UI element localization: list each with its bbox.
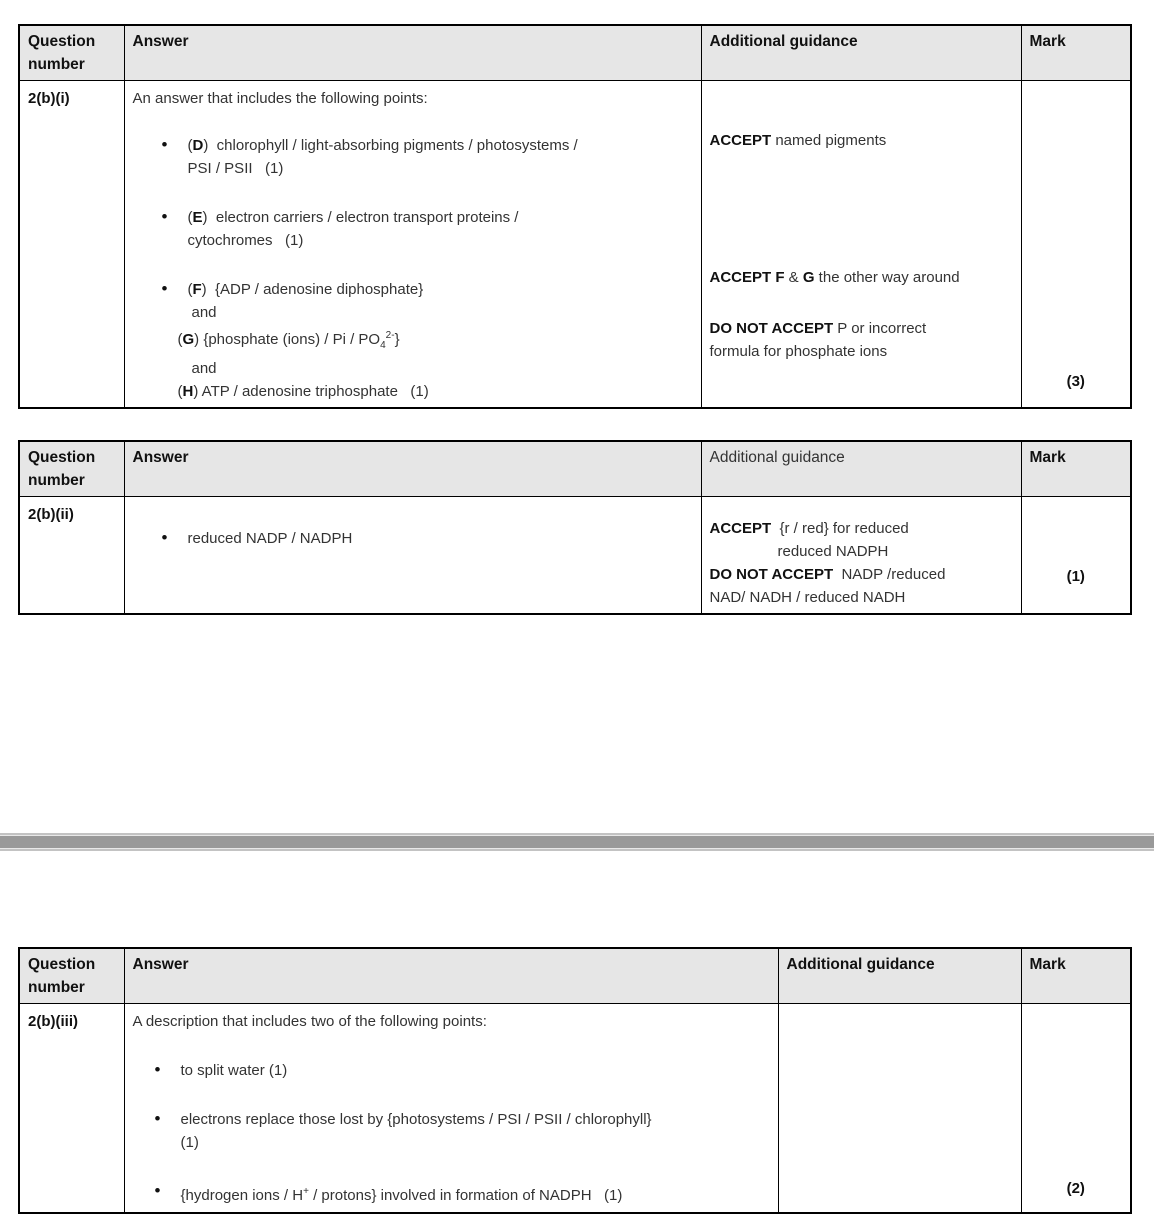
- point-electrons-line1: • electrons replace those lost by {photosystems / PSI / PSII / chlorophyll}: [180, 1111, 652, 1128]
- guidance-dna-line2: formula for phosphate ions: [709, 343, 888, 360]
- point-and-line2: and: [191, 360, 217, 377]
- point-and-line1: and: [191, 304, 217, 321]
- answer-point-split-water: [155, 1059, 770, 1082]
- answer-point: [162, 527, 693, 550]
- answer-intro: A description that includes two of the following points:: [132, 1013, 487, 1030]
- point-split-water-line: • to split water (1): [180, 1062, 288, 1079]
- question-number-cell: [19, 497, 124, 615]
- guidance-block: [710, 517, 1013, 609]
- point-nadph-line: • reduced NADP / NADPH: [187, 530, 353, 547]
- divider-dark-bar: [0, 836, 1154, 848]
- answer-point-fgh: [162, 278, 693, 403]
- answer-point-hydrogen-ions: [155, 1180, 770, 1207]
- mark-value: (2): [1066, 1179, 1085, 1197]
- guidance-accept-line2: reduced NADPH: [777, 543, 889, 560]
- mark-cell: [1021, 497, 1131, 615]
- point-e-line1: • (E) electron carriers / electron transport proteins /: [187, 209, 519, 226]
- answer-point-e: [162, 206, 693, 252]
- header-answer: Answer: [124, 948, 778, 1004]
- answer-intro: An answer that includes the following points:: [132, 90, 428, 107]
- guidance-do-not-accept: [710, 317, 1013, 363]
- header-answer: Answer: [124, 25, 701, 81]
- guidance-cell: [778, 1004, 1021, 1213]
- question-number-cell: [19, 81, 124, 409]
- header-question-number: Question number: [19, 441, 124, 497]
- header-mark: Mark: [1021, 441, 1131, 497]
- header-additional-guidance: Additional guidance: [778, 948, 1021, 1004]
- guidance-dna-line1: DO NOT ACCEPT P or incorrect: [709, 320, 927, 337]
- page-break-divider: [0, 833, 1154, 851]
- mark-scheme-table-2bi: [18, 24, 1132, 409]
- mark-scheme-table-2bii: [18, 440, 1132, 615]
- answer-points-list: [133, 1059, 770, 1207]
- divider-light-line-bottom: [0, 849, 1154, 851]
- header-question-number: Question number: [19, 948, 124, 1004]
- answer-cell: [124, 497, 701, 615]
- point-g-line: (G) {phosphate (ions) / Pi / $PO_4^{2-}$}: [177, 330, 400, 351]
- header-mark: Mark: [1021, 25, 1131, 81]
- mark-cell: [1021, 81, 1131, 409]
- guidance-cell: [701, 81, 1021, 409]
- header-additional-guidance: Additional guidance: [701, 441, 1021, 497]
- question-number-cell: [19, 1004, 124, 1213]
- mark-value: (3): [1066, 373, 1085, 390]
- question-number: 2(b)(i): [28, 90, 70, 107]
- answer-cell: [124, 1004, 778, 1213]
- mark-cell: [1021, 1004, 1131, 1213]
- question-number: 2(b)(ii): [28, 506, 74, 523]
- point-d-line2: PSI / PSII (1): [187, 160, 284, 177]
- guidance-cell: [701, 497, 1021, 615]
- answer-points-list: [133, 134, 693, 403]
- header-additional-guidance: Additional guidance: [701, 25, 1021, 81]
- guidance-dna-line1: DO NOT ACCEPT NADP /reduced: [709, 566, 946, 583]
- question-number: 2(b)(iii): [28, 1013, 78, 1030]
- point-f-line: • (F) {ADP / adenosine diphosphate}: [187, 281, 424, 298]
- point-d-line1: • (D) chlorophyll / light-absorbing pigments / photosystems /: [187, 137, 578, 154]
- guidance-accept-fg: ACCEPT F & G the other way around: [709, 269, 960, 286]
- point-h-line: (H) ATP / adenosine triphosphate (1): [177, 383, 429, 400]
- mark-value: (1): [1066, 568, 1085, 585]
- answer-point-d: [162, 134, 693, 180]
- point-e-line2: cytochromes (1): [187, 232, 304, 249]
- answer-points-list: [133, 527, 693, 550]
- guidance-dna-line2: NAD/ NADH / reduced NADH: [709, 589, 906, 606]
- mark-scheme-table-2biii: [18, 947, 1132, 1214]
- answer-point-electrons: [155, 1108, 770, 1154]
- header-mark: Mark: [1021, 948, 1131, 1004]
- point-hydrogen-line: • {hydrogen ions / H+ / protons} involved in formation of NADPH (1): [180, 1186, 623, 1204]
- guidance-accept-line1: ACCEPT {r / red} for reduced: [709, 520, 909, 537]
- point-electrons-line2: (1): [180, 1134, 199, 1151]
- header-answer: Answer: [124, 441, 701, 497]
- answer-cell: [124, 81, 701, 409]
- guidance-accept-pigments: ACCEPT named pigments: [709, 132, 887, 149]
- header-question-number: Question number: [19, 25, 124, 81]
